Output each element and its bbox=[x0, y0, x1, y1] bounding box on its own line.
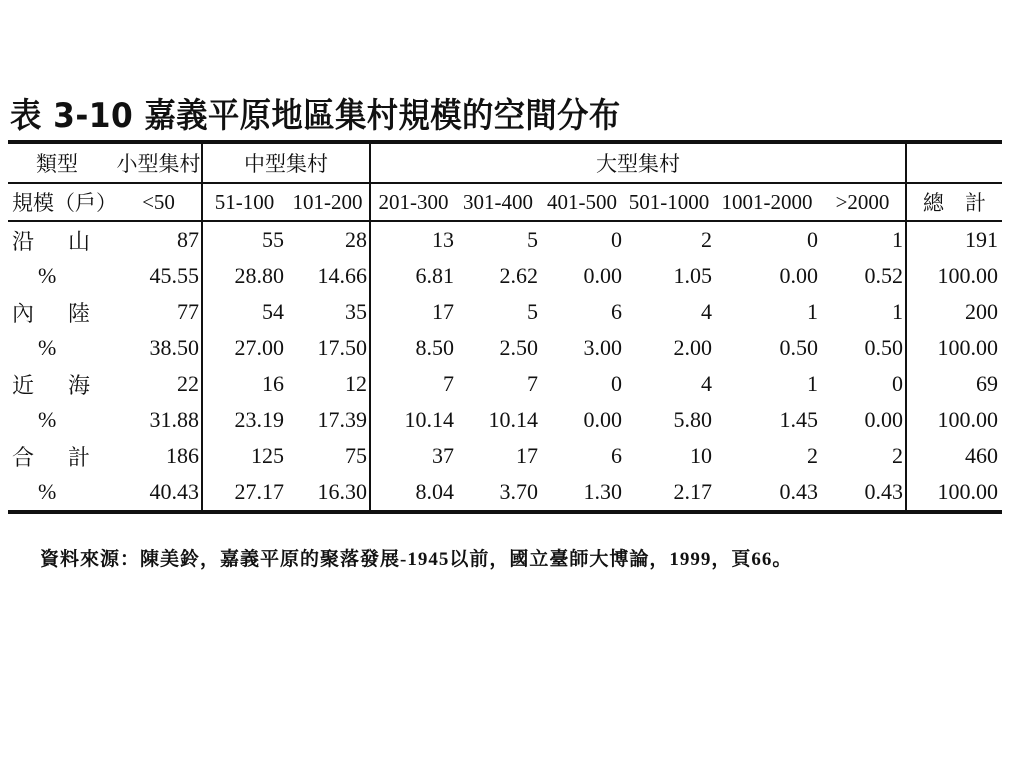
col-header: 301-400 bbox=[456, 183, 540, 221]
table-cell: 10.14 bbox=[404, 407, 454, 432]
row-label: 沿 山 bbox=[12, 229, 97, 255]
col-header: 201-300 bbox=[370, 183, 456, 221]
table-cell: 37 bbox=[432, 443, 454, 468]
table-cell: 12 bbox=[286, 366, 370, 402]
table-cell: 17.39 bbox=[286, 402, 370, 438]
table-cell: 1 bbox=[820, 294, 906, 330]
table-cell: 17.50 bbox=[286, 330, 370, 366]
table-cell: 5 bbox=[527, 299, 538, 324]
total-header-blank bbox=[906, 142, 1002, 183]
table-row bbox=[8, 330, 1002, 366]
table-cell: 6 bbox=[611, 299, 622, 324]
header-row-scale bbox=[8, 183, 1002, 221]
row-label: 內 陸 bbox=[12, 301, 97, 327]
table-cell: 0.43 bbox=[820, 474, 906, 512]
table-cell: 0.00 bbox=[583, 263, 622, 288]
source-note: 資料來源：陳美鈴，嘉義平原的聚落發展-1945以前，國立臺師大博論，1999，頁66。 bbox=[40, 549, 793, 570]
settlement-table bbox=[8, 140, 1002, 514]
table-cell: 2.17 bbox=[673, 479, 712, 504]
table-cell: 54 bbox=[262, 299, 284, 324]
table-cell: 2 bbox=[820, 438, 906, 474]
scale-label: 規模（戶） bbox=[8, 183, 116, 221]
medium-group-header: 中型集村 bbox=[202, 142, 370, 183]
table-cell: 27.00 bbox=[234, 335, 284, 360]
table-cell: 2.62 bbox=[499, 263, 538, 288]
table-cell: 1 bbox=[807, 299, 818, 324]
table-cell: 0.00 bbox=[820, 402, 906, 438]
table-row bbox=[8, 438, 1002, 474]
table-cell: 0.50 bbox=[820, 330, 906, 366]
table-cell: 0 bbox=[611, 371, 622, 396]
row-label: 合 計 bbox=[12, 445, 97, 471]
row-label: % bbox=[38, 335, 57, 360]
table-cell: 2.50 bbox=[499, 335, 538, 360]
table-cell: 17 bbox=[516, 443, 538, 468]
small-group-header: 小型集村 bbox=[116, 142, 202, 183]
table-cell: 1.30 bbox=[583, 479, 622, 504]
table-cell: 0.00 bbox=[583, 407, 622, 432]
table-cell: 5.80 bbox=[673, 407, 712, 432]
large-group-header: 大型集村 bbox=[370, 142, 906, 183]
table-cell: 1 bbox=[820, 221, 906, 258]
table-cell: 2.00 bbox=[673, 335, 712, 360]
table-row bbox=[8, 294, 1002, 330]
table-cell: 40.43 bbox=[116, 474, 202, 512]
table-title: 表 3-10 嘉義平原地區集村規模的空間分布 bbox=[10, 96, 621, 136]
table-cell: 0 bbox=[807, 227, 818, 252]
table-cell: 6.81 bbox=[415, 263, 454, 288]
table-cell: 7 bbox=[443, 371, 454, 396]
table-cell: 8.50 bbox=[415, 335, 454, 360]
col-header: <50 bbox=[116, 183, 202, 221]
table-cell: 3.70 bbox=[499, 479, 538, 504]
table-cell: 2 bbox=[701, 227, 712, 252]
table-cell: 16.30 bbox=[286, 474, 370, 512]
table-cell: 3.00 bbox=[583, 335, 622, 360]
table-cell: 13 bbox=[432, 227, 454, 252]
table-cell: 8.04 bbox=[415, 479, 454, 504]
row-label: % bbox=[38, 407, 57, 432]
col-header: 51-100 bbox=[202, 183, 286, 221]
table-row bbox=[8, 258, 1002, 294]
total-cell: 100.00 bbox=[937, 263, 999, 288]
col-header: >2000 bbox=[820, 183, 906, 221]
col-header: 501-1000 bbox=[624, 183, 714, 221]
total-cell: 460 bbox=[965, 443, 999, 468]
row-label: % bbox=[38, 263, 57, 288]
table-cell: 10 bbox=[690, 443, 712, 468]
table-row bbox=[8, 366, 1002, 402]
table-cell: 5 bbox=[527, 227, 538, 252]
table-cell: 4 bbox=[701, 371, 712, 396]
table-cell: 1.45 bbox=[779, 407, 818, 432]
table-cell: 38.50 bbox=[116, 330, 202, 366]
table-cell: 75 bbox=[286, 438, 370, 474]
table-cell: 23.19 bbox=[234, 407, 284, 432]
total-header: 總 計 bbox=[906, 183, 1002, 221]
table-row bbox=[8, 474, 1002, 512]
table-body bbox=[8, 221, 1002, 512]
table-cell: 4 bbox=[701, 299, 712, 324]
table-cell: 17 bbox=[432, 299, 454, 324]
table-row bbox=[8, 402, 1002, 438]
row-label: % bbox=[38, 479, 57, 504]
table-cell: 16 bbox=[262, 371, 284, 396]
table-cell: 125 bbox=[251, 443, 284, 468]
table-cell: 1 bbox=[807, 371, 818, 396]
table-cell: 0.50 bbox=[779, 335, 818, 360]
table-cell: 0.00 bbox=[779, 263, 818, 288]
table-cell: 0 bbox=[611, 227, 622, 252]
table-cell: 22 bbox=[116, 366, 202, 402]
total-cell: 100.00 bbox=[937, 407, 999, 432]
table-cell: 7 bbox=[527, 371, 538, 396]
total-cell: 69 bbox=[976, 371, 999, 396]
header-row-groups bbox=[8, 142, 1002, 183]
col-header: 1001-2000 bbox=[714, 183, 820, 221]
total-cell: 200 bbox=[965, 299, 999, 324]
table-cell: 28.80 bbox=[234, 263, 284, 288]
col-header: 101-200 bbox=[286, 183, 370, 221]
table-cell: 31.88 bbox=[116, 402, 202, 438]
table-cell: 55 bbox=[262, 227, 284, 252]
table-cell: 45.55 bbox=[116, 258, 202, 294]
col-header: 401-500 bbox=[540, 183, 624, 221]
table-cell: 87 bbox=[116, 221, 202, 258]
table-cell: 10.14 bbox=[488, 407, 538, 432]
table-row bbox=[8, 221, 1002, 258]
row-label: 近 海 bbox=[12, 373, 97, 399]
table-cell: 1.05 bbox=[673, 263, 712, 288]
table-cell: 2 bbox=[807, 443, 818, 468]
table-cell: 0.52 bbox=[820, 258, 906, 294]
total-cell: 191 bbox=[965, 227, 999, 252]
table-cell: 35 bbox=[286, 294, 370, 330]
table-cell: 28 bbox=[286, 221, 370, 258]
table-container bbox=[8, 140, 999, 514]
total-cell: 100.00 bbox=[937, 335, 999, 360]
table-cell: 0.43 bbox=[779, 479, 818, 504]
type-label: 類型 bbox=[36, 152, 78, 176]
table-cell: 14.66 bbox=[286, 258, 370, 294]
table-cell: 0 bbox=[820, 366, 906, 402]
table-cell: 186 bbox=[116, 438, 202, 474]
table-cell: 6 bbox=[611, 443, 622, 468]
table-cell: 27.17 bbox=[234, 479, 284, 504]
table-cell: 77 bbox=[116, 294, 202, 330]
total-cell: 100.00 bbox=[937, 479, 999, 504]
